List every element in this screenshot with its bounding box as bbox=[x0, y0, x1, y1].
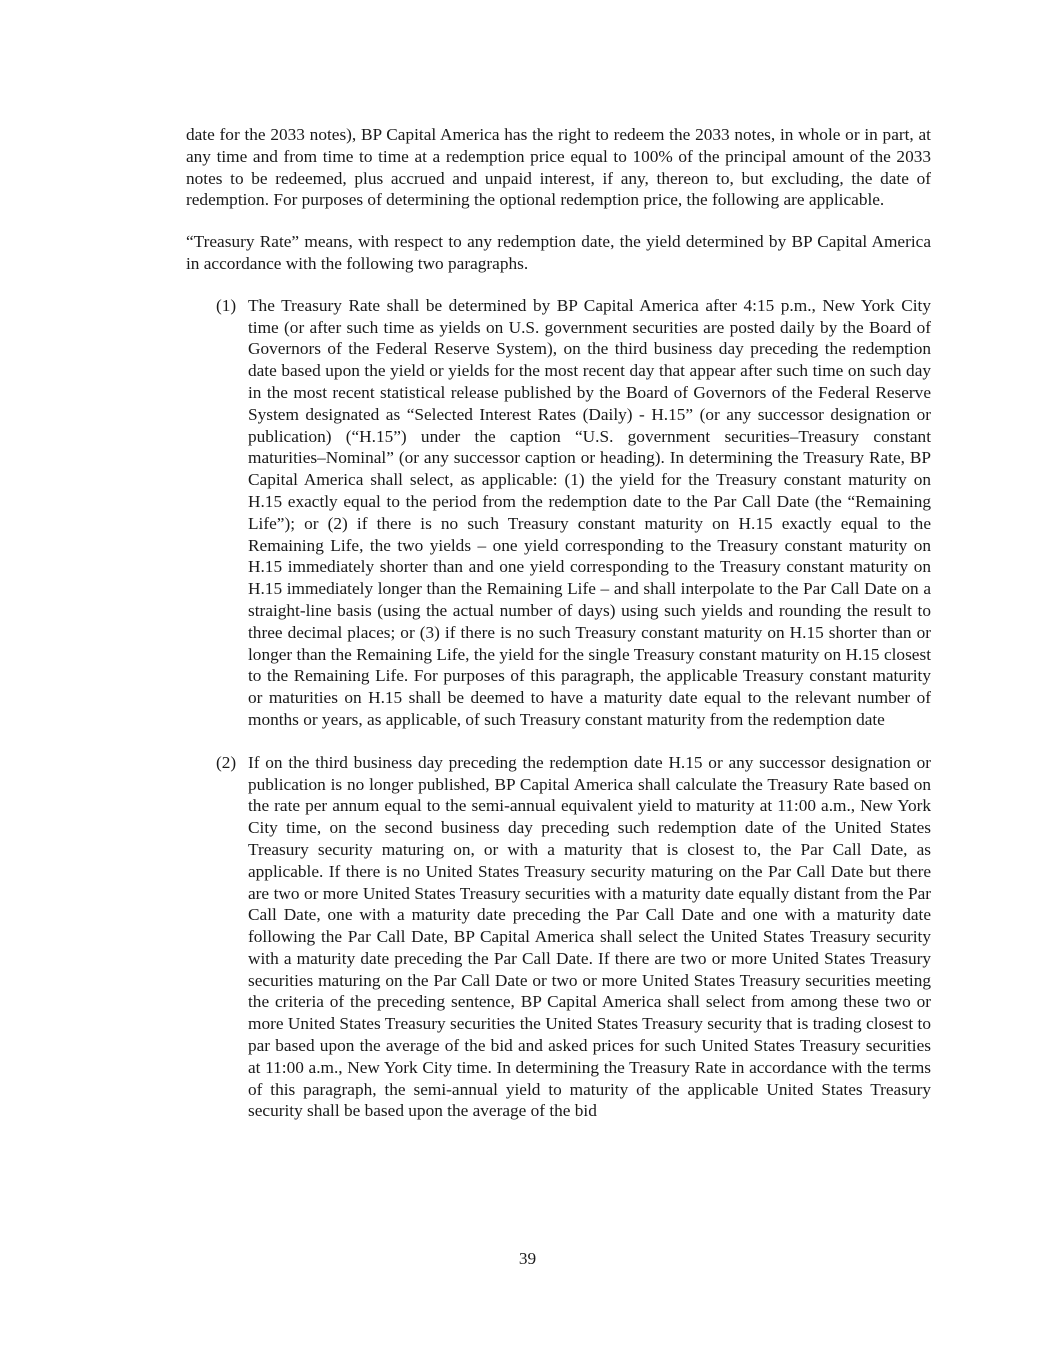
list-text-1: The Treasury Rate shall be determined by BP Capital America after 4:15 p.m., New York City time (or after such time as yields on U.S. government securities are posted daily by the Board of Governors of the Federal Reserve System), on the third business day preceding the redemption date based upon the yield or yields for the most recent day that appear after such time on such day in the most recent statistical release published by the Board of Governors of the Federal Reserve System designated as “Selected Interest Rates (Daily) - H.15” (or any successor designation or publication) (“H.15”) under the caption “U.S. government securities–Treasury constant maturities–Nominal” (or any successor caption or heading). In determining the Treasury Rate, BP Capital America shall select, as applicable: (1) the yield for the Treasury constant maturity on H.15 exactly equal to the period from the redemption date to the Par Call Date (the “Remaining Life”); or (2) if there is no such Treasury constant maturity on H.15 exactly equal to the Remaining Life, the two yields – one yield corresponding to the Treasury constant maturity on H.15 immediately shorter than and one yield corresponding to the Treasury constant maturity on H.15 immediately longer than the Remaining Life – and shall interpolate to the Par Call Date on a straight-line basis (using the actual number of days) using such yields and rounding the result to three decimal places; or (3) if there is no such Treasury constant maturity on H.15 shorter than or longer than the Remaining Life, the yield for the single Treasury constant maturity on H.15 closest to the Remaining Life. For purposes of this paragraph, the applicable Treasury constant maturity or maturities on H.15 shall be deemed to have a maturity date equal to the relevant number of months or years, as applicable, of such Treasury constant maturity from the redemption date bbox=[248, 295, 931, 729]
list-marker-2: (2) bbox=[216, 752, 237, 772]
list-text-2: If on the third business day preceding the redemption date H.15 or any successor designation or publication is no longer published, BP Capital America shall calculate the Treasury Rate based on the rate per annum equal to the semi-annual equivalent yield to maturity at 11:00 a.m., New York City time, on the second business day preceding such redemption date of the United States Treasury security maturing on, or with a maturity that is closest to, the Par Call Date, as applicable. If there is no United States Treasury security maturing on the Par Call Date but there are two or more United States Treasury securities with a maturity date equally distant from the Par Call Date, one with a maturity date preceding the Par Call Date and one with a maturity date following the Par Call Date, BP Capital America shall select the United States Treasury security with a maturity date preceding the Par Call Date. If there are two or more United States Treasury securities maturing on the Par Call Date or two or more United States Treasury securities meeting the criteria of the preceding sentence, BP Capital America shall select from among these two or more United States Treasury securities the United States Treasury security that is trading closest to par based upon the average of the bid and asked prices for such United States Treasury securities at 11:00 a.m., New York City time. In determining the Treasury Rate in accordance with the terms of this paragraph, the semi-annual yield to maturity of the applicable United States Treasury security shall be based upon the average of the bid bbox=[248, 752, 931, 1121]
list-marker-1: (1) bbox=[216, 295, 237, 315]
paragraph-redemption-right: date for the 2033 notes), BP Capital America has the right to redeem the 2033 notes, in whole or in part, at any time and from time to time at a redemption price equal to 100% of the principal amount of the 2033 notes to be redeemed, plus accrued and unpaid interest, if any, thereon to, but excluding, the date of redemption. For purposes of determining the optional redemption price, the following are applicable. bbox=[186, 125, 931, 210]
page-number: 39 bbox=[518, 1249, 537, 1268]
document-body bbox=[186, 124, 931, 1143]
paragraph-treasury-rate-definition: “Treasury Rate” means, with respect to any redemption date, the yield determined by BP Capital America in accordance with the following two paragraphs. bbox=[186, 232, 931, 273]
list-item-1 bbox=[186, 295, 931, 731]
list-item-2 bbox=[186, 752, 931, 1123]
